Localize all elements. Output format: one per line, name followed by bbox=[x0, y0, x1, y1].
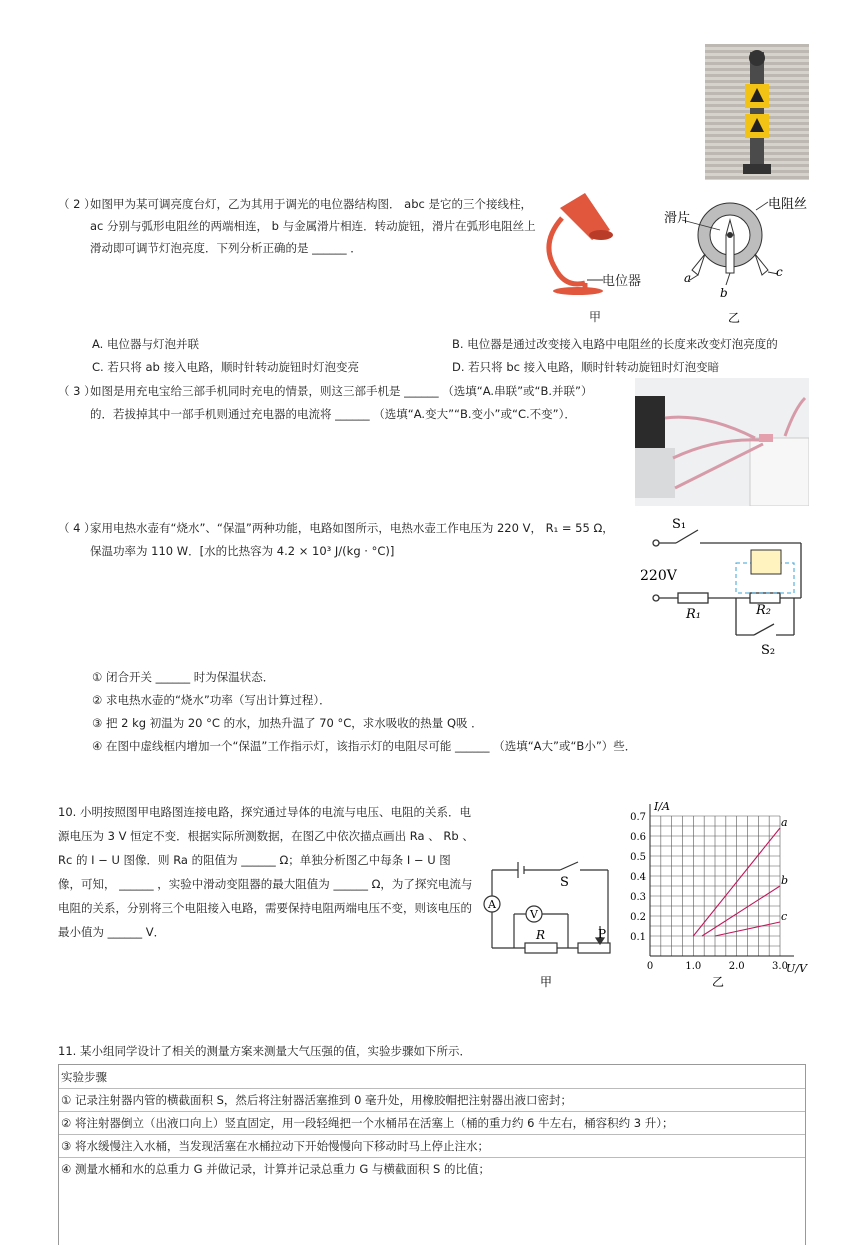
switch-s2-label: S₂ bbox=[761, 643, 776, 658]
graph-grid bbox=[650, 816, 780, 956]
y-tick-label: 0.7 bbox=[630, 812, 646, 823]
charging-photo-image bbox=[635, 378, 809, 506]
step-3: ③ 将水缓慢注入水桶，当发现活塞在水桶拉动下开始慢慢向下移动时马上停止注水； bbox=[61, 1139, 489, 1153]
q10-circuit-wires bbox=[484, 862, 610, 953]
y-tick-label: 0.3 bbox=[630, 892, 646, 903]
switch-label: S bbox=[560, 875, 569, 890]
q2-option-a: A. 电位器与灯泡并联 bbox=[92, 337, 199, 351]
q2-line3: 滑动即可调节灯泡亮度．下列分析正确的是 ______ ． bbox=[90, 241, 362, 255]
step-row bbox=[59, 1157, 805, 1180]
y-tick-label: 0.6 bbox=[630, 832, 646, 843]
q4-sub1: ① 闭合开关 ______ 时为保温状态． bbox=[92, 670, 275, 684]
figure-jia-caption: 甲 bbox=[589, 310, 602, 324]
q2-option-c: C. 若只将 ab 接入电路，顺时针转动旋钮时灯泡变亮 bbox=[92, 360, 359, 374]
q4-sub2: ② 求电热水壶的“烧水”功率（写出计算过程）． bbox=[92, 693, 331, 707]
q2-line2: ac 分别与弧形电阻丝的两端相连， b 与金属滑片相连．转动旋钮，滑片在弧形电阻丝上 bbox=[90, 219, 536, 233]
q2-line1: 如图甲为某可调亮度台灯，乙为其用于调光的电位器结构图． abc 是它的三个接线柱， bbox=[90, 197, 532, 211]
y-axis-label: I/A bbox=[654, 800, 670, 813]
switch-s1-label: S₁ bbox=[672, 517, 687, 532]
terminal-a-label: a bbox=[684, 271, 692, 285]
r1-label: R₁ bbox=[686, 607, 701, 622]
post-photo-image bbox=[705, 44, 809, 180]
q4-number: （ 4 ） bbox=[58, 521, 96, 535]
charging-photo bbox=[635, 378, 809, 506]
x-tick-label: 1.0 bbox=[685, 961, 702, 972]
resistance-wire-label: 电阻丝 bbox=[768, 197, 808, 212]
q4-sub3: ③ 把 2 kg 初温为 20 °C 的水，加热升温了 70 °C，求水吸收的热量 Q吸 ． bbox=[92, 716, 483, 730]
slider-p-label: P bbox=[598, 927, 607, 941]
potentiometer-drawing bbox=[682, 202, 778, 285]
q2-number: （ 2 ） bbox=[58, 197, 96, 211]
lamp-figure bbox=[540, 188, 650, 328]
step-4: ④ 测量水桶和水的总重力 G 并做记录，计算并记录总重力 G 与横截面积 S 的比值； bbox=[61, 1162, 491, 1176]
ammeter-label: A bbox=[488, 898, 496, 911]
y-tick-label: 0.5 bbox=[630, 852, 646, 863]
iu-graph bbox=[620, 796, 820, 992]
graph-caption: 乙 bbox=[712, 975, 725, 989]
terminal-b-label: b bbox=[720, 286, 728, 300]
step-2: ② 将注射器倒立（出液口向上）竖直固定，用一段轻绳把一个水桶吊在活塞上（桶的重力约 6 牛左右，桶容积约 3 升）； bbox=[61, 1116, 674, 1130]
x-tick-label: 0 bbox=[646, 961, 654, 972]
q3-number: （ 3 ） bbox=[58, 384, 96, 398]
top-photo bbox=[705, 44, 809, 180]
voltage-label: 220V bbox=[640, 568, 677, 584]
q10-line5: 电阻的关系，分别将三个电阻接入电路，需要保持电阻两端电压不变，则该电压的 bbox=[58, 901, 472, 915]
r2-label: R₂ bbox=[756, 603, 771, 618]
q4-circuit bbox=[636, 508, 816, 658]
potentiometer-figure bbox=[660, 190, 820, 330]
resistor-label: R bbox=[536, 928, 546, 942]
q4-line1: 家用电热水壶有“烧水”、“保温”两种功能，电路如图所示，电热水壶工作电压为 220 V， R₁ = 55 Ω， bbox=[90, 521, 614, 535]
terminal-c-label: c bbox=[776, 265, 783, 279]
q11-intro: 11. 某小组同学设计了相关的测量方案来测量大气压强的值，实验步骤如下所示． bbox=[58, 1044, 471, 1058]
voltmeter-label: V bbox=[530, 908, 538, 921]
steps-header: 实验步骤 bbox=[61, 1070, 107, 1084]
q10-circuit-caption: 甲 bbox=[540, 975, 553, 989]
series-label-c: c bbox=[781, 910, 788, 923]
q2-option-b: B. 电位器是通过改变接入电路中电阻丝的长度来改变灯泡亮度的 bbox=[452, 337, 778, 351]
q10-line6: 最小值为 ______ V． bbox=[58, 925, 166, 939]
series-label-b: b bbox=[781, 874, 789, 887]
x-axis-label: U/V bbox=[786, 962, 807, 975]
steps-header-row bbox=[59, 1065, 805, 1089]
step-row bbox=[59, 1088, 805, 1112]
step-row bbox=[59, 1134, 805, 1158]
q10-circuit bbox=[480, 858, 620, 998]
y-tick-label: 0.1 bbox=[630, 932, 646, 943]
q10-line2: 源电压为 3 V 恒定不变．根据实际所测数据，在图乙中依次描点画出 Ra 、 Rb 、 bbox=[58, 829, 474, 843]
q4-line2: 保温功率为 110 W．[水的比热容为 4.2 × 10³ J/(kg · °C)] bbox=[90, 544, 395, 558]
x-tick-label: 2.0 bbox=[728, 961, 745, 972]
y-tick-label: 0.4 bbox=[630, 872, 646, 883]
step-row bbox=[59, 1111, 805, 1135]
q10-line4: 像，可知， ______ ，实验中滑动变阻器的最大阻值为 ______ Ω，为了探究电流与 bbox=[58, 877, 473, 891]
q2-option-d: D. 若只将 bc 接入电路，顺时针转动旋钮时灯泡变暗 bbox=[452, 360, 720, 374]
q3-line1: 如图是用充电宝给三部手机同时充电的情景，则这三部手机是 ______ （选填“A.串联”或“B.并联”） bbox=[90, 384, 593, 398]
step-1: ① 记录注射器内管的横截面积 S，然后将注射器活塞推到 0 毫升处，用橡胶帽把注射器出液口密封； bbox=[61, 1093, 573, 1107]
q4-sub4: ④ 在图中虚线框内增加一个“保温”工作指示灯，该指示灯的电阻尽可能 ______ （选填“A大”或“B小”）些． bbox=[92, 739, 637, 753]
q10-line1: 10. 小明按照图甲电路图连接电路，探究通过导体的电流与电压、电阻的关系．电 bbox=[58, 805, 471, 819]
series-label-a: a bbox=[781, 816, 788, 829]
figure-yi-caption: 乙 bbox=[728, 311, 741, 325]
slider-label: 滑片 bbox=[664, 211, 691, 226]
indicator-lamp bbox=[751, 550, 781, 574]
potentiometer-label: 电位器 bbox=[602, 274, 642, 289]
experiment-steps-table bbox=[58, 1064, 806, 1245]
y-tick-label: 0.2 bbox=[630, 912, 646, 923]
x-tick-label: 3.0 bbox=[772, 961, 788, 972]
q3-line2: 的．若拔掉其中一部手机则通过充电器的电流将 ______ （选填“A.变大”“B.变小”或“C.不变”）． bbox=[90, 407, 576, 421]
q10-line3: Rc 的 I − U 图像．则 Ra 的阻值为 ______ Ω；单独分析图乙中每条 I − U 图 bbox=[58, 853, 451, 867]
